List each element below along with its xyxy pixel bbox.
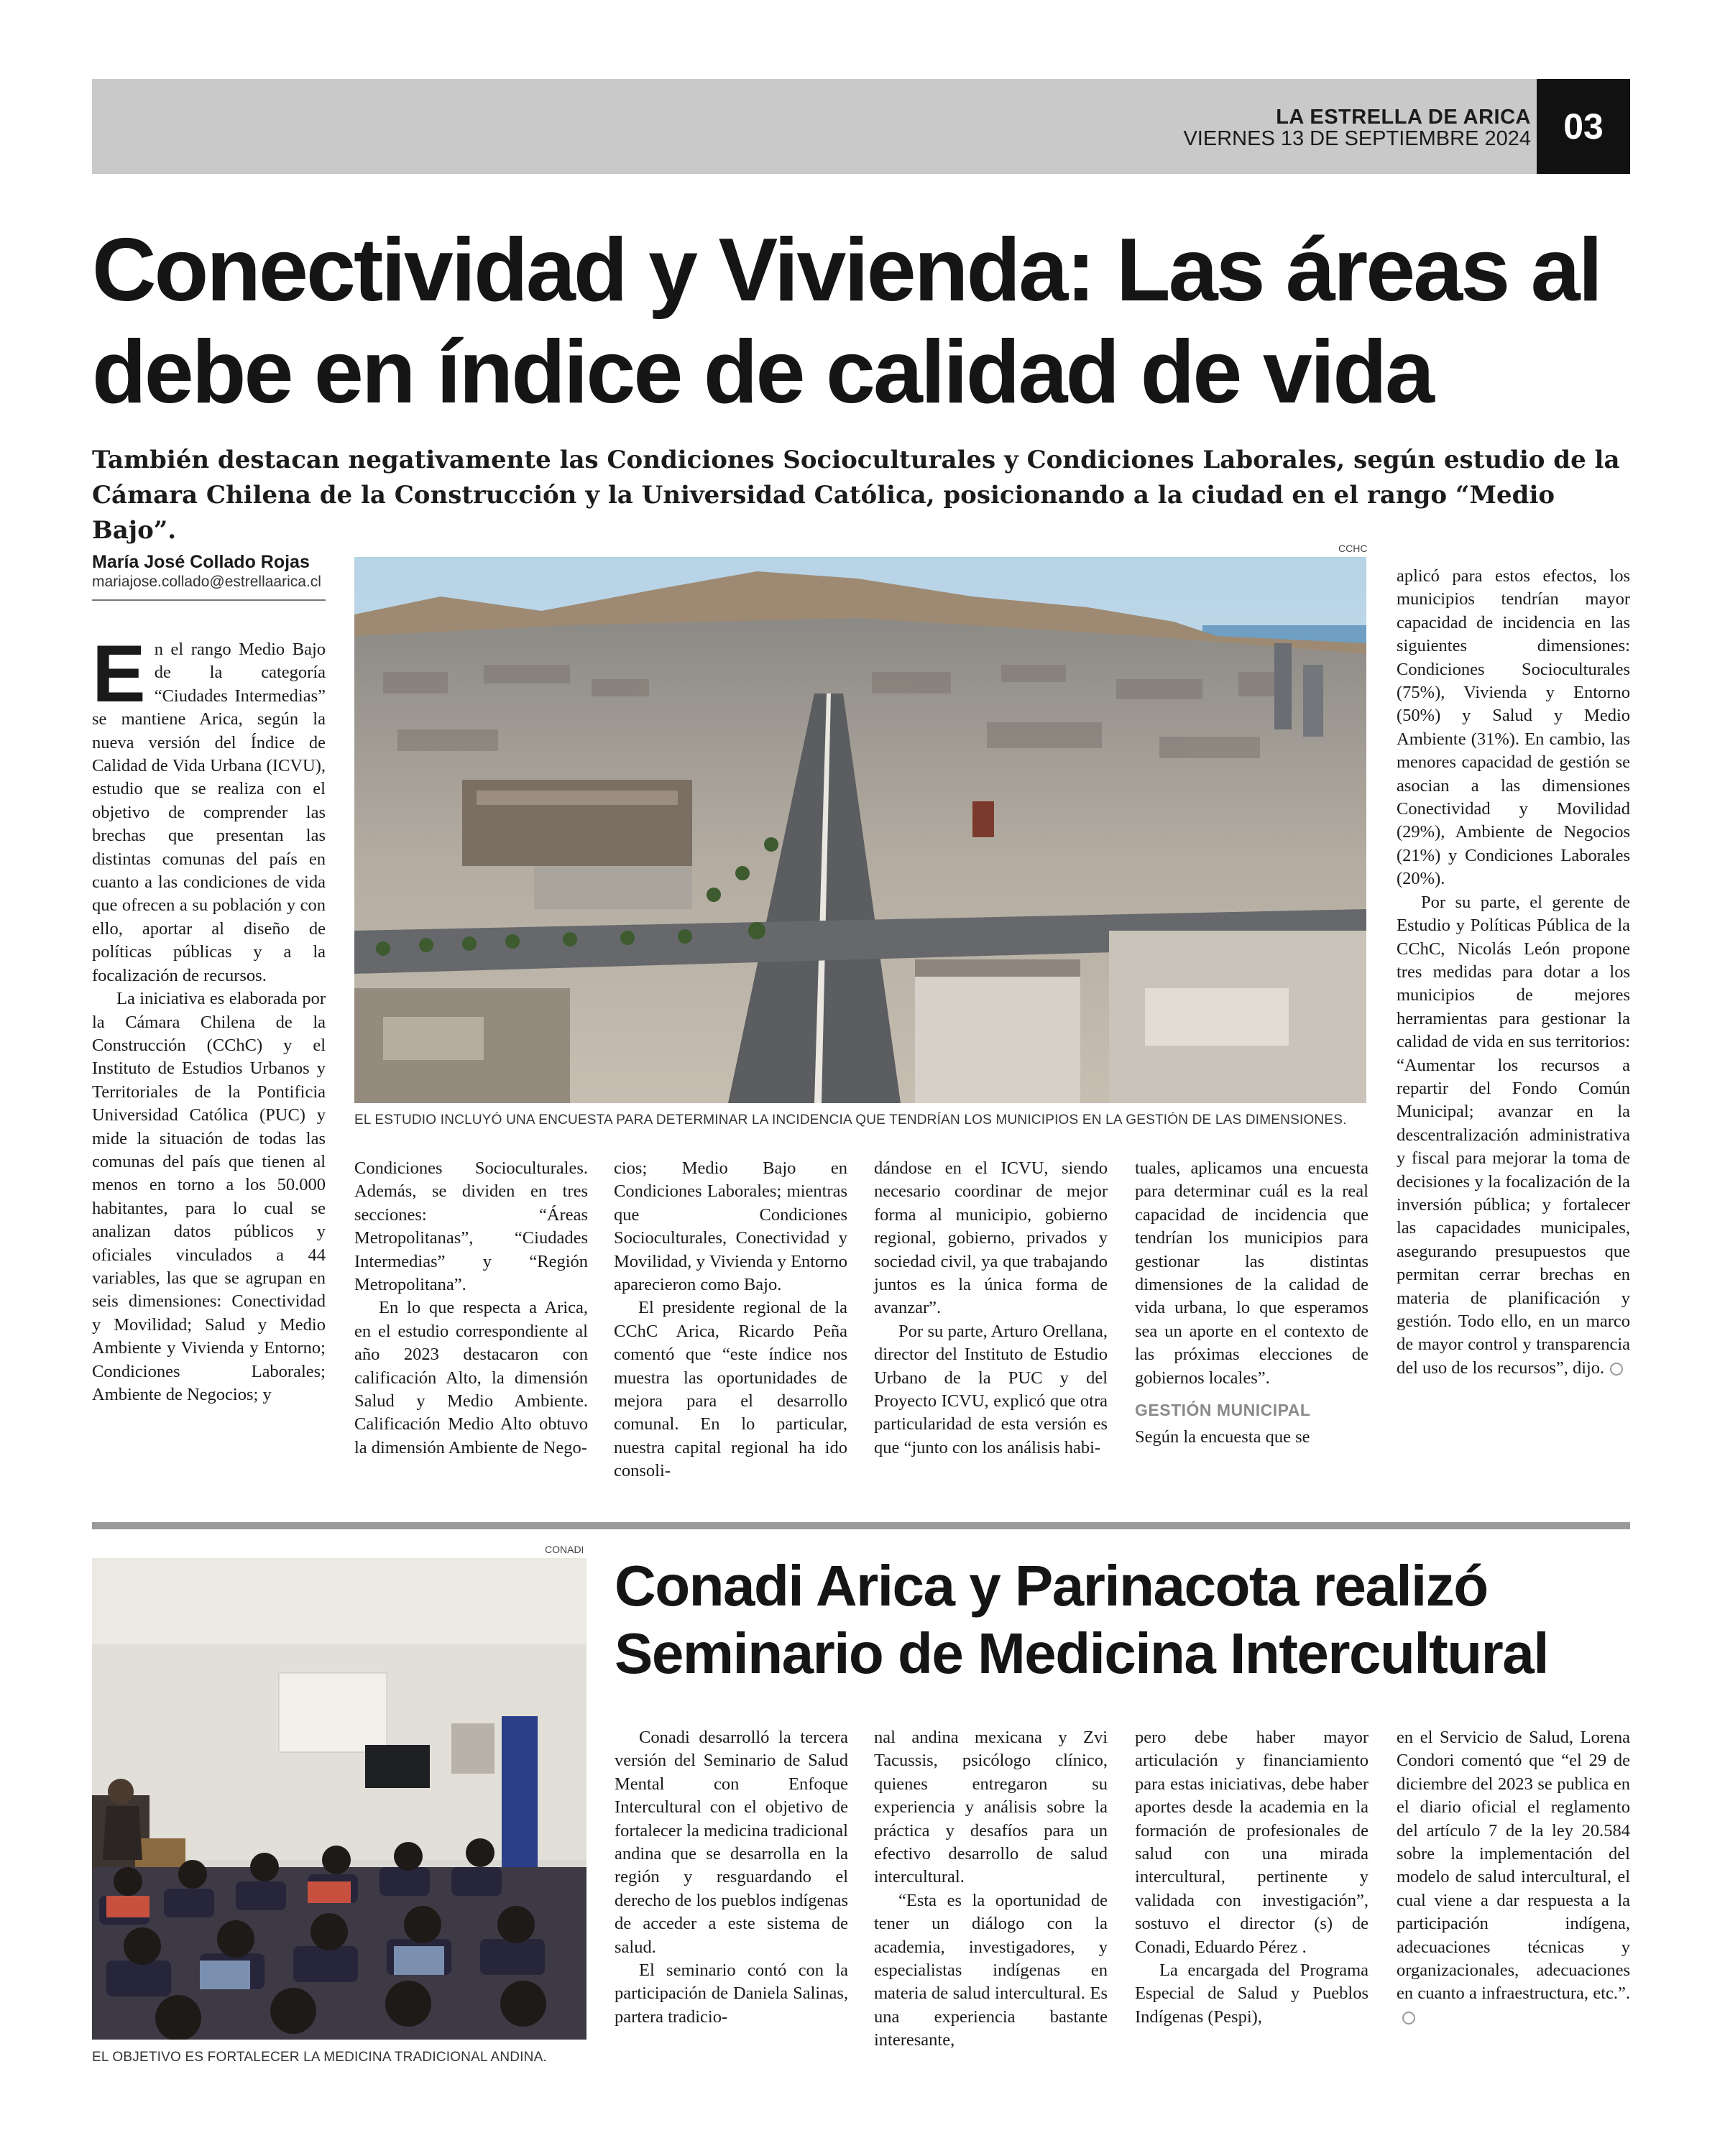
byline-divider bbox=[92, 599, 326, 601]
paragraph: nal andina mexicana y Zvi Tacussis, psicólogo clínico, quienes entregaron su experiencia y análisis sobre la práctica y desafíos para un efectivo desarrollo de salud intercultural. bbox=[874, 1728, 1108, 1887]
paragraph: cios; Medio Bajo en Condiciones Laborales; mientras que Condiciones Socioculturales, Conectividad y Movilidad, y Vivienda y Entorno aparecieron como Bajo. bbox=[614, 1158, 847, 1295]
paragraph: “Esta es la oportunidad de tener un diálogo con la academia, investigadores, y especialistas indígenas en materia de salud intercultural. Es una experiencia bastante interesante, bbox=[874, 1890, 1108, 2050]
paragraph: pero debe haber mayor articulación y financiamiento para estas iniciativas, debe haber aportes desde la academia en la formación de profesionales de salud con una mirada intercultural, pertinente y validada con investigación”, sostuvo el director (s) de Conadi, Eduardo Pérez . bbox=[1135, 1728, 1368, 1957]
paragraph: En lo que respecta a Arica, en el estudio correspondiente al año 2023 destacaron con calificación Alto, la dimensión Salud y Medio Ambiente. Calificación Medio Alto obtuvo la dimensión Ambiente de Nego- bbox=[354, 1298, 588, 1457]
paragraph: La iniciativa es elaborada por la Cámara Chilena de la Construcción (CChC) y el Instituto de Estudios Urbanos y Territoriales de la Pontificia Universidad Católica (PUC) y mide la situación de todas las comunas del país que tienen al menos en torno a los 50.000 habitantes, para lo cual se analizan datos públicos y oficiales vinculados a 44 variables, las que se agrupan en seis dimensiones: Conectividad y Movilidad; Salud y Medio Ambiente y Vivienda y Entorno; Condiciones Laborales; Ambiente de Negocios; y bbox=[92, 989, 326, 1404]
paragraph: El seminario contó con la participación de Daniela Salinas, partera tradicio- bbox=[615, 1961, 848, 2027]
page-number: 03 bbox=[1537, 79, 1630, 174]
article-divider bbox=[92, 1522, 1630, 1529]
article-column-1 bbox=[615, 1726, 848, 2029]
author-name: María José Collado Rojas bbox=[92, 552, 310, 572]
article-column-2 bbox=[354, 1157, 588, 1460]
end-mark-icon bbox=[1610, 1363, 1623, 1376]
section-subtitle: GESTIÓN MUNICIPAL bbox=[1135, 1401, 1311, 1420]
article-headline: Conadi Arica y Parinacota realizó Seminario de Medicina Intercultural bbox=[615, 1554, 1548, 1685]
article-column-6 bbox=[1397, 565, 1630, 1380]
photo-caption: EL ESTUDIO INCLUYÓ UNA ENCUESTA PARA DETERMINAR LA INCIDENCIA QUE TENDRÍAN LOS MUNICIPIOS EN LA GESTIÓN DE LAS DIMENSIONES. bbox=[354, 1112, 1347, 1128]
article-column-4 bbox=[1397, 1726, 1630, 2029]
article-headline: Conectividad y Vivienda: Las áreas al debe en índice de calidad de vida bbox=[92, 221, 1601, 422]
article-column-2 bbox=[874, 1726, 1108, 2053]
paragraph: en el Servicio de Salud, Lorena Condori comentó que “el 29 de diciembre del 2023 se publica en el diario oficial el reglamento del artículo 7 de la ley 20.584 sobre la implementación del modelo de salud intercultural, el cual viene a dar respuesta a la participación indígena, adecuaciones técnicas y organizacionales, adecuaciones en cuanto a infraestructura, etc.”. bbox=[1397, 1726, 1630, 2029]
article-subhead: También destacan negativamente las Condiciones Socioculturales y Condiciones Laborales, según estudio de la Cámara Chilena de la Construcción y la Universidad Católica, posicionando a la ciudad en el rango “Medio Bajo”. bbox=[92, 446, 1620, 545]
paragraph: Por su parte, el gerente de Estudio y Políticas Pública de la CChC, Nicolás León propone tres medidas para dotar a los municipios de mejores herramientas para gestionar la calidad de vida en sus territorios: “Aumentar los recursos a repartir del Fondo Común Municipal; avanzar en la descentralización administrativa y fiscal para mejorar la toma de decisiones y la focalización de la inversión pública; y fortalecer las capacidades municipales, asegurando presupuestos que permitan cerrar brechas en materia de planificación y gestión. Todo ello, en un marco de mayor control y transparencia del uso de los recursos”, dijo. bbox=[1397, 892, 1630, 1378]
paragraph: La encargada del Programa Especial de Salud y Pueblos Indígenas (Pespi), bbox=[1135, 1961, 1368, 2027]
article-column-3 bbox=[1135, 1726, 1368, 2029]
paper-name: LA ESTRELLA DE ARICA bbox=[1276, 106, 1531, 129]
photo-credit: CCHC bbox=[1338, 543, 1368, 554]
paragraph: Por su parte, Arturo Orellana, director del Instituto de Estudio Urbano de la PUC y del Proyecto ICVU, explicó que otra particularidad de esta versión es que “junto con los análisis habi- bbox=[874, 1321, 1108, 1457]
city-aerial-photo bbox=[354, 557, 1366, 1103]
paragraph: dándose en el ICVU, siendo necesario coordinar de mejor forma al municipio, gobierno regional, gobierno, privados y sociedad civil, ya que trabajando juntos es la única forma de avanzar”. bbox=[874, 1158, 1108, 1318]
seminar-photo bbox=[92, 1558, 586, 2040]
paragraph: El presidente regional de la CChC Arica, Ricardo Peña comentó que “este índice nos muestra las oportunidades de mejora para el desarrollo comunal. En lo particular, nuestra capital regional ha ido consoli- bbox=[614, 1298, 847, 1481]
paragraph: En el rango Medio Bajo de la categoría “Ciudades Intermedias” se mantiene Arica, según la nueva versión del Índice de Calidad de Vida Urbana (ICVU), estudio que se realiza con el objetivo de comprender las brechas que presentan las distintas comunas del país en cuanto a las condiciones de vida que ofrecen a su población y con ello, aportar al diseño de políticas públicas y a la focalización de recursos. bbox=[92, 629, 326, 985]
paragraph: Conadi desarrolló la tercera versión del Seminario de Salud Mental con Enfoque Intercultural con el objetivo de fortalecer la medicina tradicional andina que se desarrolla en la región y resguardando el derecho de los pueblos indígenas de acceder a este sistema de salud. bbox=[615, 1728, 848, 1957]
photo-caption: EL OBJETIVO ES FORTALECER LA MEDICINA TRADICIONAL ANDINA. bbox=[92, 2050, 547, 2065]
end-mark-icon bbox=[1402, 2012, 1415, 2024]
paragraph: Según la encuesta que se bbox=[1135, 1427, 1310, 1447]
photo-credit: CONADI bbox=[545, 1544, 584, 1555]
issue-date: VIERNES 13 DE SEPTIEMBRE 2024 bbox=[1183, 127, 1531, 150]
article-column-5 bbox=[1135, 1157, 1368, 1450]
paragraph: aplicó para estos efectos, los municipios tendrían mayor capacidad de incidencia en las siguientes dimensiones: Condiciones Socioculturales (75%), Vivienda y Entorno (50%) y Salud y Medio Ambiente (31%). En cambio, las menores capacidad de gestión se asocian a las dimensiones Conectividad y Movilidad (29%), Ambiente de Negocios (21%) y Condiciones Laborales (20%). bbox=[1397, 566, 1630, 889]
article-column-4 bbox=[874, 1157, 1108, 1460]
article-column-1 bbox=[92, 629, 326, 1406]
author-email[interactable]: mariajose.collado@estrellaarica.cl bbox=[92, 573, 321, 590]
drop-cap: E bbox=[92, 629, 146, 719]
paragraph: tuales, aplicamos una encuesta para determinar cuál es la real capacidad de incidencia que tendrían los municipios para gestionar las distintas dimensiones de la calidad de vida urbana, lo que esperamos sea un aporte en el contexto de las próximas elecciones de gobiernos locales”. bbox=[1135, 1158, 1368, 1388]
masthead bbox=[1183, 106, 1531, 149]
article-column-3 bbox=[614, 1157, 847, 1483]
paragraph: Condiciones Socioculturales. Además, se dividen en tres secciones: “Áreas Metropolitanas”, “Ciudades Intermedias” y “Región Metropolitana”. bbox=[354, 1158, 588, 1295]
